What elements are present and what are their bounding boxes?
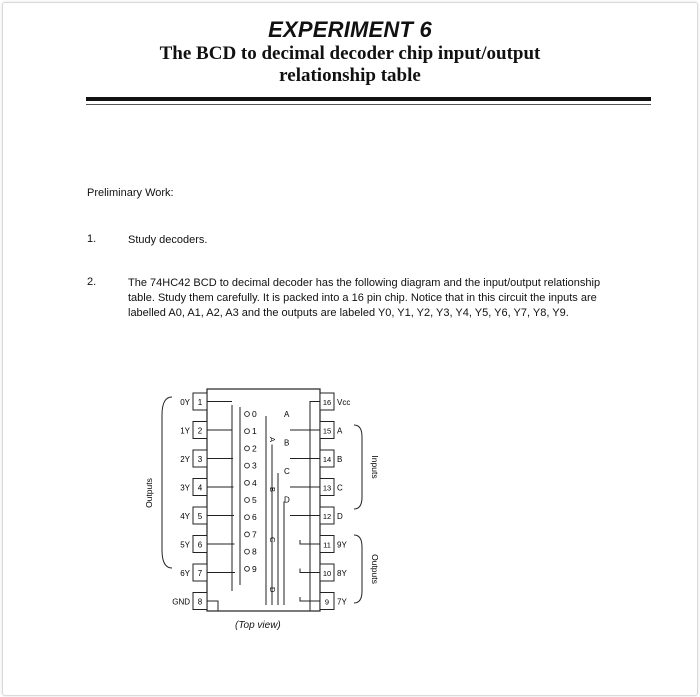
right-pin-number: 10 (322, 569, 332, 578)
title-rule-thick (86, 97, 651, 101)
left-pin-label: 0Y (180, 398, 190, 407)
input-column-code: A (268, 437, 277, 443)
right-pin-number: 16 (322, 398, 332, 407)
input-column-code: D (268, 587, 277, 593)
left-pin-number: 3 (197, 455, 203, 464)
decoder-input-label: A (284, 410, 290, 419)
title-rule-thin (86, 104, 651, 105)
inputs-side-label-right: Inputs (370, 455, 380, 479)
chip-body (207, 389, 320, 611)
inverter-bubble (245, 515, 250, 520)
input-column-code: C (268, 537, 277, 543)
inverter-bubble (245, 532, 250, 537)
decoder-input-label: C (284, 467, 290, 476)
right-pin-label: 8Y (337, 569, 347, 578)
item-1-number: 1. (87, 233, 97, 245)
left-pin-number: 4 (197, 483, 203, 493)
right-pin-number: 9 (324, 597, 330, 607)
right-pin-number: 11 (323, 540, 331, 550)
inverter-bubble (245, 412, 250, 417)
decoder-input-label: D (284, 495, 290, 505)
inverter-bubble (245, 480, 250, 485)
right-pin-number: 15 (322, 426, 332, 436)
left-pin-label: 6Y (180, 569, 190, 578)
wire-gnd-vcc (207, 402, 320, 612)
left-pin-label: 5Y (180, 540, 190, 550)
preliminary-work-heading: Preliminary Work: (87, 187, 174, 199)
inverter-bubble (245, 463, 250, 468)
right-pin-label: 7Y (337, 597, 347, 607)
right-pin-label: C (337, 483, 343, 493)
left-pin-number: 1 (197, 398, 203, 407)
decoder-output-label: 1 (252, 426, 257, 437)
right-pin-label: B (337, 455, 343, 464)
input-column-code: B (268, 487, 277, 493)
item-1-text: Study decoders. (128, 234, 208, 246)
decoder-input-label: B (284, 438, 290, 448)
right-pin-group (320, 393, 350, 610)
decoder-output-label: 7 (252, 529, 257, 540)
left-pin-number: 6 (197, 540, 203, 550)
decoder-output-label: 6 (252, 512, 257, 523)
decoder-output-label: 5 (252, 495, 257, 505)
left-pin-number: 5 (197, 512, 203, 521)
inverter-bubble (245, 429, 250, 434)
left-pin-label: 4Y (180, 512, 190, 521)
outputs-bracket-left (162, 397, 172, 568)
inputs-bracket-right (354, 425, 362, 509)
internal-wiring (207, 402, 320, 612)
internal-labels (245, 409, 290, 593)
inverter-bubble (245, 498, 250, 503)
outputs-side-label-right: Outputs (370, 554, 380, 584)
left-pin-number: 2 (197, 426, 203, 436)
page-subtitle: The BCD to decimal decoder chip input/output relationship table (159, 43, 541, 86)
item-2-text: The 74HC42 BCD to decimal decoder has the following diagram and the input/output relationship table. Study them carefully. It is packed into a 16 pin chip. Notice that in this circuit the inputs are labelled A0, A1, A2, A3 and the outputs are labeled Y0, Y1, Y2, Y3, Y4, Y5, Y6, Y7, Y8, Y9. (128, 277, 601, 319)
left-pin-label: GND (172, 597, 190, 607)
left-pin-number: 8 (197, 597, 203, 607)
diagram-caption: (Top view) (235, 620, 281, 631)
left-pin-label: 1Y (180, 426, 190, 436)
decoder-output-label: 0 (252, 409, 257, 419)
inverter-bubble (245, 566, 250, 571)
right-pin-number: 14 (322, 455, 332, 464)
decoder-output-label: 9 (252, 563, 257, 574)
item-2-number: 2. (87, 276, 97, 288)
left-pin-label: 2Y (180, 455, 190, 464)
right-pin-label: D (337, 512, 343, 521)
right-pin-label: A (337, 426, 343, 436)
chip-pinout-diagram (140, 385, 400, 620)
left-pin-group (172, 393, 207, 610)
inverter-bubble (245, 549, 250, 554)
right-pin-label: 9Y (337, 540, 347, 550)
decoder-output-label: 3 (252, 460, 257, 471)
inverter-bubble (245, 446, 250, 451)
right-pin-label: Vcc (337, 398, 351, 407)
left-pin-label: 3Y (180, 483, 190, 493)
page-title: EXPERIMENT 6 (268, 17, 432, 42)
decoder-output-label: 4 (252, 477, 257, 488)
left-pin-number: 7 (197, 569, 203, 578)
outputs-bracket-right (354, 535, 362, 603)
right-pin-number: 12 (322, 512, 332, 521)
outputs-side-label-left: Outputs (144, 478, 154, 508)
decoder-output-label: 8 (252, 546, 257, 557)
right-pin-number: 13 (322, 483, 332, 493)
decoder-output-label: 2 (252, 443, 257, 454)
